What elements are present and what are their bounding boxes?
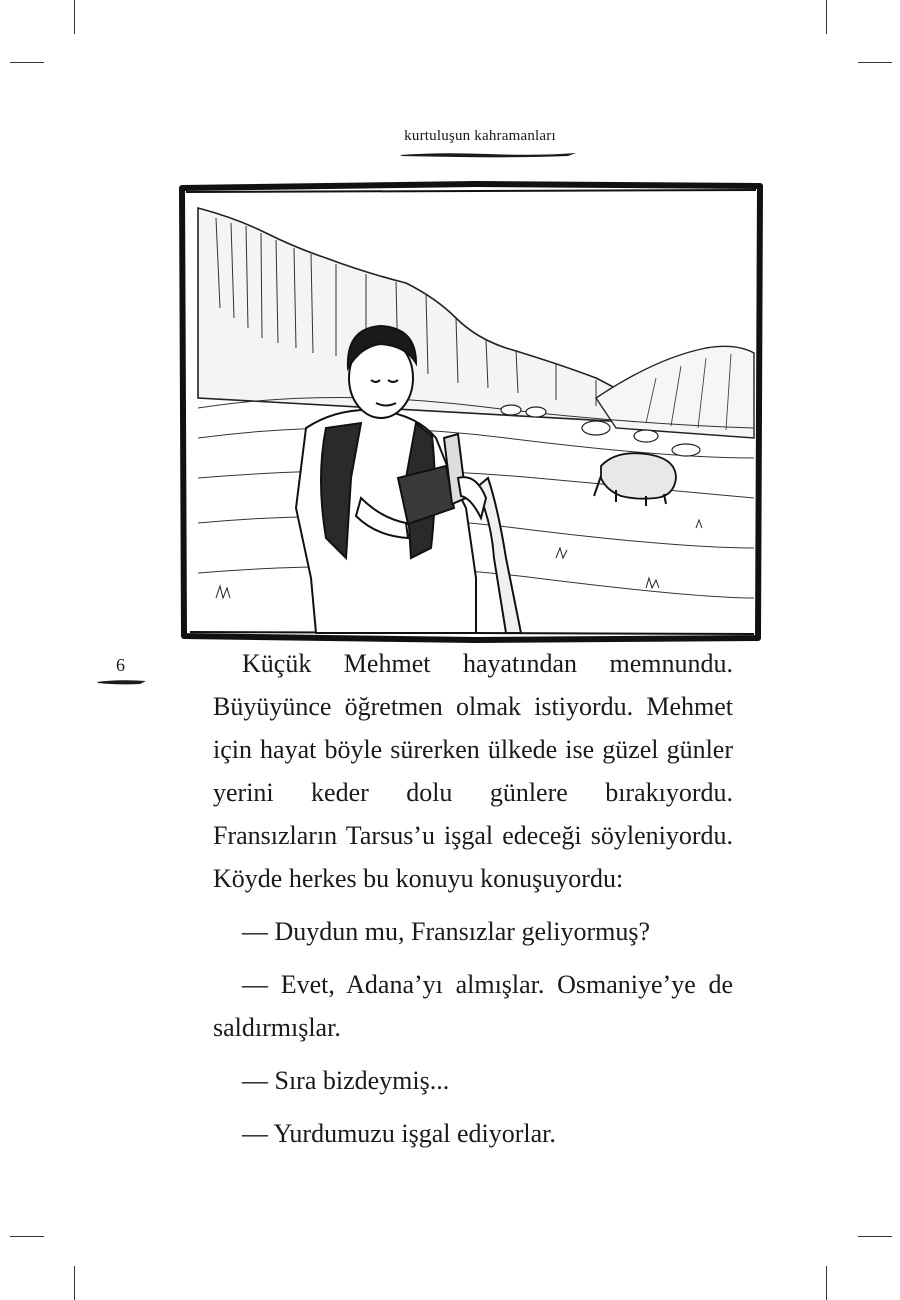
crop-mark-bottom-right-h (858, 1236, 892, 1237)
dialogue-line-2: — Evet, Adana’yı almışlar. Osmaniye’ye de saldırmışlar. (213, 970, 733, 1042)
dialogue-line-3: — Sıra bizdeymiş... (242, 1066, 450, 1095)
crop-mark-top-right (826, 0, 827, 34)
page-number: 6 (116, 655, 125, 675)
crop-mark-bottom-left-h (10, 1236, 44, 1237)
crop-mark-top-left (74, 0, 75, 34)
paragraph: Küçük Mehmet hayatından memnundu. Büyüyünce öğretmen olmak istiyordu. Mehmet için hayat böyle sürerken ülkede ise güzel günler yerini keder dolu günlere bırakıyordu. Fransızların Tarsus’u işgal edeceği söyleniyordu. Köyde herkes bu konuyu konuşuyordu: (213, 649, 733, 893)
running-head-rule (398, 150, 578, 160)
dialogue-line-4: — Yurdumuzu işgal ediyorlar. (242, 1119, 556, 1148)
crop-mark-top-right-h (858, 62, 892, 63)
illustration-boy-reading-with-sheep (176, 178, 766, 644)
crop-mark-bottom-left (74, 1266, 75, 1300)
running-head: kurtuluşun kahramanları (404, 128, 556, 144)
crop-mark-top-left-h (10, 62, 44, 63)
page-number-rule (96, 678, 148, 686)
body-text (213, 642, 733, 1155)
crop-mark-bottom-right (826, 1266, 827, 1300)
dialogue-line-1: — Duydun mu, Fransızlar geliyormuş? (242, 917, 650, 946)
